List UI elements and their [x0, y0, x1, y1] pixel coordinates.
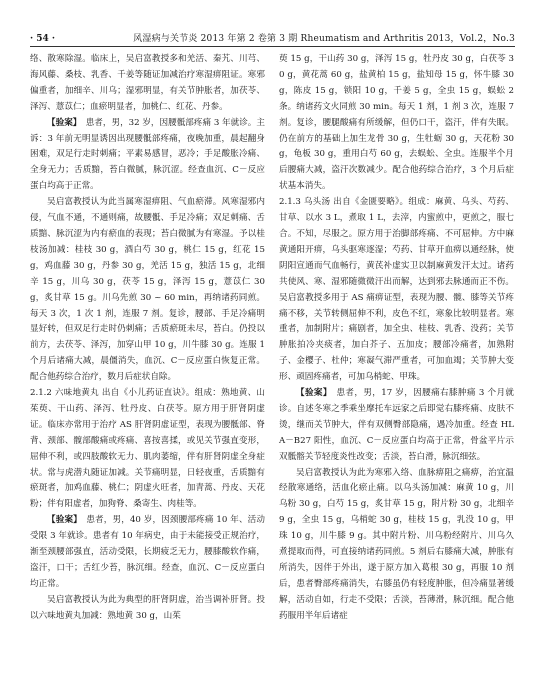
case-text: 患者，男，40 岁，因颈腰部疼痛 10 年、活动受限 3 年就诊。患者有 10 年病史，由于未能接受正规治疗，渐至颈腰部强直，活动受限，长期疲乏无力，腰膝酸软作痛，盗汗，口干；舌红少苔，脉沉细。经查，血沉、C－反应蛋白均正常。	[30, 515, 265, 589]
case-tag: 【验案】	[296, 388, 328, 399]
case-tag: 【验案】	[47, 117, 78, 128]
case-text: 患者，男，17 岁，因腰痛右膝肿痛 3 个月就诊。自述冬寒之季乘坐摩托车远家之后即觉右膝疼痛、皮肤不烫，继而关节肿大，伴有双侧臀部隐痛，遇冷加重。经查 HLA－B27 阳性，血沉、C－反应蛋白均高于正常，骨盆平片示双骶髂关节轻度炎性改变；舌淡，苔白滑，脉沉细弦。	[279, 388, 514, 462]
journal-title: 风湿病与关节炎 2013 年第 2 卷第 3 期 Rheumatism and Arthritis 2013，Vol.2，No.3	[133, 34, 515, 44]
right-column	[279, 52, 514, 625]
case-report-paragraph	[30, 513, 265, 593]
left-column	[30, 52, 265, 625]
paragraph: 吴启富教授认为此为典型的肝肾阴虚，治当调补肝肾。投以六味地黄丸加减：熟地黄 30 g，山茱	[30, 594, 265, 621]
page-number: · 54 ·	[30, 34, 56, 44]
case-report-paragraph	[30, 116, 265, 196]
paragraph: 吴启富教授认为此为寒邪入络、血脉痹阻之痛痹，治宜温经散寒通络，活血化瘀止痛。以乌头汤加减：麻黄 10 g，川乌粉 30 g，白芍 15 g，炙甘草 15 g，附片粉 30 g，北细辛 9 g，全虫 15 g，乌梢蛇 30 g，桂枝 15 g，乳没 10 g，甲珠 10 g，川牛膝 9 g。其中附片粉、川乌粉经附片、川乌久煮提取而得，可直接纳诸药同煎。5 剂后右膝痛大减，肿胀有所消失，因伴于外出，遂于原方加入葛根 30 g，再服 10 剂后，患者臀部疼痛消失，右膝虽仍有轻度肿胀，但冷痛显著缓解，活动自如，行走不受限；舌淡，苔薄滑，脉沉细。配合他药服用半年后诸症	[279, 467, 514, 621]
paragraph: 络、散寒除湿。临床上，吴启富教授多和羌活、秦艽、川芎、海风藤、桑枝、乳香、千姜等随证加减治疗寒湿痹阻证。寒邪偏重者，加细辛、川乌；湿邪明显，有关节肿胀者，加茯苓、泽泻、薏苡仁；血瘀明显者，加桃仁、红花、丹参。	[30, 54, 265, 112]
case-text: 患者，男，32 岁，因腰骶部疼痛 3 年就诊。主诉：3 年前无明显诱因出现腰骶部疼痛，夜晚加重，晨起翻身困难，双足行走时刺痛；平素易感冒，恶冷；手足酸胀冷痛、全身无力；舌质黯，苔白微腻，脉沉涩。经查血沉、C－反应蛋白均高于正常。	[30, 117, 266, 192]
paragraph: 萸 15 g，干山药 30 g，泽泻 15 g，牡丹皮 30 g，白茯苓 30 g，黄花蒿 60 g，盐黄柏 15 g，盐知母 15 g，怀牛膝 30 g，陈皮 15 g，锁阳 10 g，千姜 5 g，全虫 15 g，蜈蚣 2 条。纳诸药文火同煎 30 min。每天 1 剂，1 剂 3 次，连服 7 剂。复诊，腰腿酸痛有所缓解，但仍口干，盗汗，伴有失眠。仍在前方的基础上加生龙骨 30 g，生牡蛎 30 g，天花粉 30 g，龟板 30 g，重用白芍 60 g，去蜈蚣、全虫。连服半个月后腰痛大减，盗汗次数减少。配合他药综合治疗，3 个月后症状基本消失。	[279, 54, 514, 192]
case-tag: 【验案】	[47, 515, 78, 526]
paragraph: 吴启富教授认为此当属寒湿痹阻、气血瘀滞。风寒湿邪内侵，气血不通，不通则痛，故腰骶、手足冷痛；双足刺痛、舌质黯、脉沉涩为内有瘀血的表现；苔白微腻为有寒湿。予以桂枝汤加减：桂枝 30 g，酒白芍 30 g，桃仁 15 g，红花 15 g，鸡血藤 30 g，丹参 30 g，羌活 15 g，独活 15 g，北细辛 15 g，川乌 30 g，茯苓 15 g，泽泻 15 g，薏苡仁 30 g，炙甘草 15 g。川乌先煎 30 ~ 60 min，再纳诸药同煎。每天 3 次，1 次 1 剂，连服 7 剂。复诊，腰部、手足冷痛明显好转，但双足行走时仍刺痛；舌质瘀斑未尽，苔白。仍投以前方，去茯苓、泽泻，加穿山甲 10 g，川牛膝 30 g。连服 1 个月后诸痛大减，晨僵消失，血沉、C－反应蛋白恢复正常。配合他药综合治疗，数月后症状自除。	[30, 197, 265, 383]
running-header	[30, 30, 515, 47]
section-paragraph: 2.1.2 六味地黄丸 出自《小儿药证直诀》。组成：熟地黄、山茱萸、干山药、泽泻、牡丹皮、白茯苓。原方用于肝肾阴虚证。临床亦常用于治疗 AS 肝肾阴虚证型，表现为腰骶部、脊背、颈部、髋部酸痛或疼痛、喜按喜揉，或见关节强直变形，屈伸不利，或四肢酸软无力、肌肉萎缩，伴有肝肾阴虚全身症状。常与虎潜丸随证加减。关节痛明显，日轻夜重，舌质黯有瘀斑者，加鸡血藤、桃仁；阴虚火旺者，加青蒿、丹皮、天花粉；伴有阳虚者，加狗脊、桑寄生、肉桂等。	[30, 388, 265, 510]
case-report-paragraph	[279, 386, 514, 466]
section-paragraph: 2.1.3 乌头汤 出自《金匮要略》。组成：麻黄、乌头、芍药、甘草、以水 3 L，煮取 1 L，去滓，内蜜煎中，更煎之，服七合。不知，尽服之。原方用于治脚部疼痛、不可屈伸。方中麻黄通阳开痹，乌头驱寒逐湿；芍药、甘草开血痹以通经脉，使阴阳宣通而气血畅行，黄芪补虚实卫以制麻黄发汗太过。诸药共使风、寒、湿邪随微微汗出而解，达到邪去脉通而正不伤。吴启富教授多用于 AS 痛痹证型，表现为腰、髋、膝等关节疼痛不移，关节转侧屈伸不利，皮色不红，寒象比较明显者。寒重者，加制附片；痛剧者，加全虫、桂枝、乳香、没药；关节肿胀拍冷夹痰者，加白芥子、五加皮；腰部冷痛者，加熟附子、金樱子、杜仲；寒凝气滞严重者，可加血竭；关节肿大变形、顽固疼痛者，可加乌梢蛇、甲珠。	[279, 197, 514, 383]
